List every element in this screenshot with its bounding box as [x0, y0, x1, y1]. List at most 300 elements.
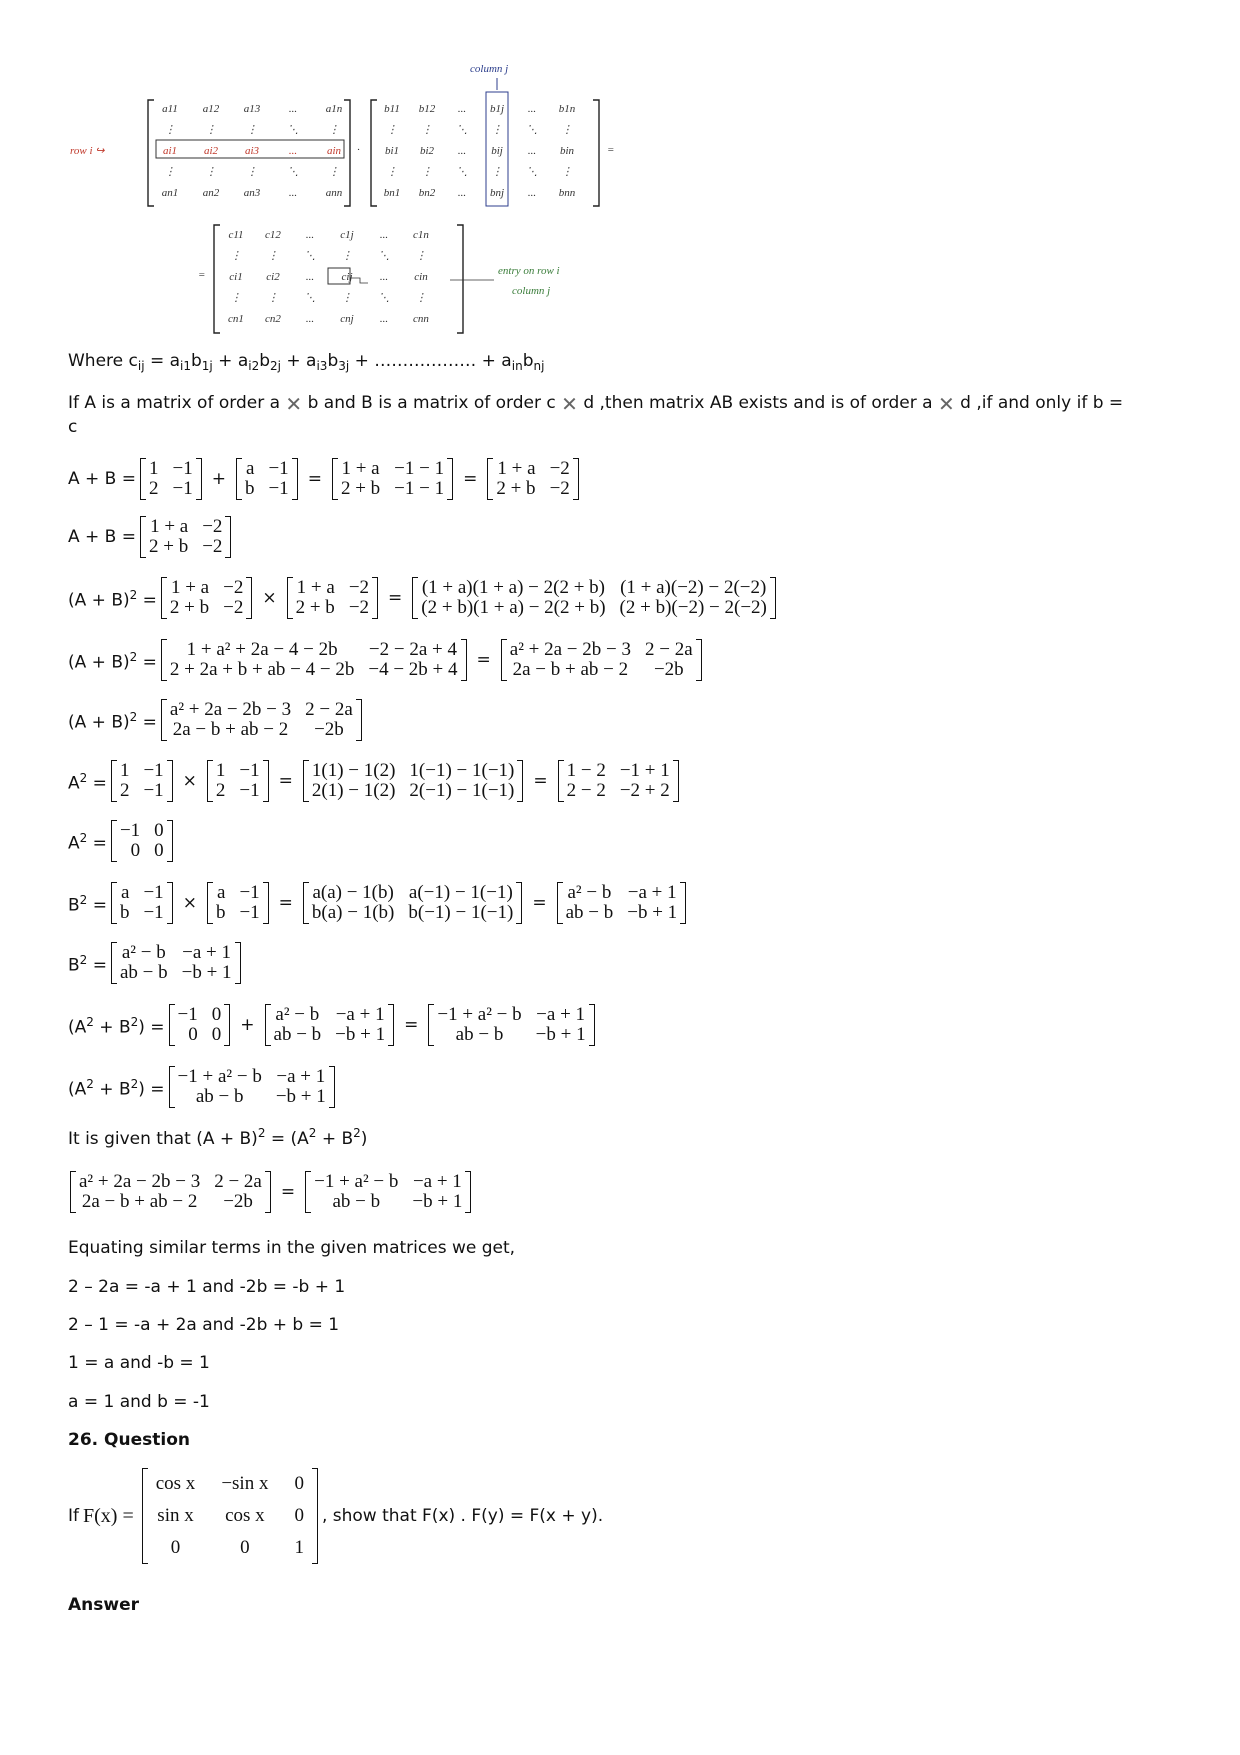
- matrix-cells: [76, 1171, 265, 1213]
- diagram-entry: ...: [457, 145, 467, 157]
- matrix-cell: 2: [119, 780, 130, 801]
- matrix-cells: [213, 882, 263, 924]
- operator: =: [404, 1015, 419, 1035]
- matrix-cell: 0: [130, 840, 141, 861]
- matrix-cell: b: [244, 478, 255, 499]
- matrix-cells: [167, 699, 356, 741]
- diagram-entry: an3: [243, 187, 261, 199]
- matrix-cell: −2b: [653, 659, 684, 680]
- matrix-cell: ab − b: [455, 1024, 504, 1045]
- question-suffix: , show that F(x) . F(y) = F(x + y).: [321, 1506, 604, 1526]
- matrix-cell: 1 + a: [170, 577, 210, 598]
- matrix-cell: ab − b: [119, 962, 168, 983]
- diagram-entry: ...: [379, 313, 389, 325]
- matrix-cells: [117, 760, 167, 802]
- matrix: [111, 760, 173, 802]
- diagram-entry: ...: [305, 229, 315, 241]
- equation-row: [68, 516, 235, 558]
- matrix-cell: 1(1) − 1(2): [311, 760, 396, 781]
- matrix-cell: a: [121, 882, 130, 903]
- matrix-cell: b(a) − 1(b): [311, 902, 395, 923]
- diagram-entry: ⋮: [205, 124, 217, 136]
- equation-label: $(A^2 + B^2)$ =: [68, 1077, 165, 1100]
- operator: =: [532, 893, 547, 913]
- matrix-cell: −1: [143, 760, 164, 781]
- diagram-entry: ⋮: [246, 124, 258, 136]
- matrix-cell: −1 + 1: [619, 760, 670, 781]
- given-text: It is given that (A + B): [68, 1129, 258, 1149]
- bracket-right: [225, 516, 231, 558]
- matrix-cell: a(−1) − 1(−1): [408, 882, 513, 903]
- matrix-cell: a² + 2a − 2b − 3: [169, 699, 292, 720]
- diagram-entry: ⋮: [230, 250, 242, 262]
- diagram-entry: an1: [161, 187, 179, 199]
- diagram-entry: ⋱: [287, 166, 299, 178]
- matrix-cell: −1: [177, 1004, 198, 1025]
- bracket-right: [696, 639, 702, 681]
- matrix: [287, 577, 378, 619]
- bracket-right: [235, 942, 241, 984]
- bracket-right: [196, 458, 202, 500]
- matrix-cell: 2: [149, 478, 159, 499]
- matrix-cell: 0: [154, 840, 164, 861]
- equation-label: A + B =: [68, 469, 136, 489]
- matrix-cells: [564, 760, 673, 802]
- diagram-entry: ⋮: [415, 250, 427, 262]
- matrix-cell: a² + 2a − 2b − 3: [509, 639, 631, 660]
- matrix-cell: −b + 1: [335, 1024, 386, 1045]
- diagram-entry: bij: [491, 145, 503, 157]
- matrix: [207, 760, 269, 802]
- diagram-entry: c11: [228, 229, 244, 241]
- bracket-right: [770, 577, 776, 619]
- matrix-cell: 2 + 2a + b + ab − 4 − 2b: [169, 659, 355, 680]
- operator: =: [280, 1182, 296, 1202]
- matrix-cell: 2 + b: [149, 536, 189, 557]
- diagram-entry: ...: [457, 103, 467, 115]
- matrix-cells: [175, 1004, 225, 1046]
- matrix-cell: −1: [268, 458, 289, 479]
- equation-row: [68, 882, 690, 924]
- matrix-cell: −2: [348, 577, 370, 598]
- matrix-cell: −2b: [314, 719, 344, 740]
- bracket-right: [167, 760, 173, 802]
- bracket-right: [573, 458, 579, 500]
- equation-label: $B^2$ =: [68, 953, 107, 976]
- matrix-cells: [563, 882, 681, 924]
- equation-label: $B^2$ =: [68, 893, 107, 916]
- matrix-a-entries: [162, 103, 343, 199]
- matrix-cell: 0: [154, 820, 164, 841]
- matrix-cell: 1: [215, 760, 226, 781]
- matrix-cells: [167, 577, 246, 619]
- matrix-cells: [271, 1004, 389, 1046]
- equation-row: [68, 458, 583, 500]
- matrix-cell: 2a − b + ab − 2: [81, 1191, 198, 1212]
- matrix-cell: 2: [215, 780, 226, 801]
- matrix: [169, 1004, 231, 1046]
- matrix-cell: −2: [549, 458, 570, 479]
- bracket-right: [224, 1004, 230, 1046]
- matrix-cells: [146, 516, 225, 558]
- matrix-cell: −a + 1: [276, 1066, 326, 1087]
- diagram-entry: cn1: [228, 313, 244, 325]
- entry-label-line2: column j: [512, 285, 551, 297]
- diagram-entry: a13: [243, 103, 261, 115]
- row-i-label: row i ↪: [70, 145, 105, 157]
- equation-line-4: a = 1 and b = -1: [68, 1392, 210, 1412]
- diagram-entry: ⋱: [456, 166, 468, 178]
- operator: =: [533, 771, 548, 791]
- diagram-entry: ⋮: [415, 292, 427, 304]
- matrix-cell: −1: [172, 458, 193, 479]
- diagram-entry: ⋮: [328, 166, 340, 178]
- diagram-entry: ai3: [244, 145, 260, 157]
- matrix-cell: −1: [239, 760, 260, 781]
- diagram-entry: bi2: [419, 145, 435, 157]
- diagram-entry: ⋱: [304, 292, 316, 304]
- matrix-cell: −sin x: [221, 1473, 269, 1494]
- operator: =: [476, 650, 491, 670]
- matrix-cell: 1 + a: [296, 577, 335, 598]
- diagram-entry: cnn: [413, 313, 429, 325]
- equation-line-3: 1 = a and -b = 1: [68, 1353, 210, 1373]
- diagram-entry: ⋱: [304, 250, 316, 262]
- diagram-entry: a11: [162, 103, 178, 115]
- diagram-entry: ⋮: [164, 124, 176, 136]
- matrix-cell: a(a) − 1(b): [312, 882, 394, 903]
- matrix-cell: −1: [239, 780, 260, 801]
- matrix-cell: (1 + a)(1 + a) − 2(2 + b): [421, 577, 606, 598]
- equation-line-1: 2 – 2a = -a + 1 and -2b = -b + 1: [68, 1277, 346, 1297]
- matrix-cell: 1 + a: [150, 516, 189, 537]
- order-text-1: If A is a matrix of order a: [68, 393, 281, 413]
- equals-sign-2: =: [198, 269, 206, 281]
- column-j-label: column j: [470, 63, 509, 75]
- bracket-right: [356, 699, 362, 741]
- matrix-cell: −a + 1: [182, 942, 232, 963]
- equation-label: $(A^2 + B^2)$ =: [68, 1015, 165, 1038]
- equation-row: [68, 820, 177, 862]
- function-label: F(x) =: [83, 1505, 134, 1527]
- matrix-b-entries: [384, 103, 576, 199]
- matrix: [140, 458, 202, 500]
- matrix-cell: a: [217, 882, 226, 903]
- diagram-entry: bnn: [558, 187, 576, 199]
- matrix: [111, 882, 173, 924]
- matrix-cell: 2a − b + ab − 2: [172, 719, 289, 740]
- diagram-entry: ain: [326, 145, 342, 157]
- matrix: [161, 699, 362, 741]
- equation-row: [68, 639, 706, 681]
- matrix-cell: −1: [268, 478, 289, 499]
- equation-row: [68, 1066, 339, 1108]
- matrix-c-entries: [228, 229, 429, 325]
- matrix-cells: [338, 458, 447, 500]
- matrix: [412, 577, 776, 619]
- bracket-right: [263, 760, 269, 802]
- matrix-cells: [309, 882, 516, 924]
- bracket-right: [329, 1066, 335, 1108]
- matrix-cell: 0: [240, 1537, 250, 1558]
- matrix: [169, 1066, 335, 1108]
- matrix-cell: 2 + b: [169, 597, 210, 618]
- operator: ×: [262, 588, 277, 608]
- matrix-cell: ab − b: [195, 1086, 244, 1107]
- matrix-cell: a: [246, 458, 255, 479]
- matrix-cell: 0: [211, 1024, 222, 1045]
- equals-sign-1: =: [607, 144, 615, 156]
- equation-label: $A^2$ =: [68, 831, 107, 854]
- matrix-cell: −2: [202, 516, 223, 537]
- matrix-cell: −a + 1: [335, 1004, 385, 1025]
- equation-label: A + B =: [68, 527, 136, 547]
- diagram-entry: ...: [457, 187, 467, 199]
- order-paragraph-end: c: [68, 417, 78, 437]
- diagram-entry: cij: [341, 271, 353, 283]
- diagram-entry: bnj: [489, 187, 505, 199]
- equation-row: [68, 577, 780, 619]
- matrix: [111, 942, 241, 984]
- matrix: [305, 1171, 471, 1213]
- diagram-entry: b1n: [558, 103, 576, 115]
- matrix-cell: −2: [223, 577, 244, 598]
- matrix-cell: a² + 2a − 2b − 3: [79, 1171, 201, 1192]
- matrix-cells: [493, 458, 572, 500]
- matrix-cells: [175, 1066, 329, 1108]
- operator: ×: [182, 893, 197, 913]
- diagram-entry: ⋮: [267, 292, 279, 304]
- bracket-right: [461, 639, 467, 681]
- matrix-cell: 1: [294, 1537, 304, 1558]
- bracket-right: [447, 458, 453, 500]
- diagram-entry: ⋮: [386, 124, 398, 136]
- matrix-cell: −b + 1: [627, 902, 678, 923]
- matrix: [558, 760, 679, 802]
- matrix-cell: −2: [549, 478, 570, 499]
- equation-row: [68, 760, 683, 802]
- given-line: It is given that $(A + B)^2 = (A^2 + B^2)$: [68, 1126, 368, 1149]
- matrix-cell: a² − b: [275, 1004, 320, 1025]
- diagram-entry: ai2: [203, 145, 219, 157]
- matrix-cell: −1 + a² − b: [177, 1066, 262, 1087]
- matrix: [332, 458, 453, 500]
- matrix-cell: −2 + 2: [619, 780, 670, 801]
- bracket-right: [465, 1171, 471, 1213]
- matrix-cell: ab − b: [332, 1191, 381, 1212]
- equation-label: $A^2$ =: [68, 771, 107, 794]
- matrix-cells: [507, 639, 696, 681]
- diagram-entry: bin: [559, 145, 575, 157]
- matrix-cells: [309, 760, 518, 802]
- matrix-cell: sin x: [157, 1505, 194, 1526]
- entry-label-line1: entry on row i: [498, 265, 560, 277]
- matrix-cell: 0: [294, 1473, 304, 1494]
- diagram-entry: ⋮: [246, 166, 258, 178]
- matrix-cell: a² − b: [121, 942, 166, 963]
- diagram-entry: ⋮: [561, 124, 573, 136]
- matrix-cells: [167, 639, 461, 681]
- matrix-cell: cos x: [155, 1473, 196, 1494]
- diagram-entry: ...: [288, 187, 298, 199]
- matrix-cell: 1(−1) − 1(−1): [409, 760, 515, 781]
- bracket-right: [673, 760, 679, 802]
- diagram-entry: ⋮: [341, 250, 353, 262]
- operator: ×: [182, 771, 197, 791]
- matrix-cells: [418, 577, 770, 619]
- bracket-right: [312, 1468, 318, 1564]
- bracket-right: [372, 577, 378, 619]
- order-paragraph: [68, 392, 1123, 415]
- diagram-entry: ...: [305, 313, 315, 325]
- diagram-entry: ⋱: [526, 124, 538, 136]
- diagram-entry: b11: [384, 103, 400, 115]
- matrix-cell: −1: [239, 902, 260, 923]
- matrix-cell: (2 + b)(1 + a) − 2(2 + b): [421, 597, 606, 618]
- equation-row: [68, 1004, 599, 1046]
- operator: =: [307, 469, 322, 489]
- answer-heading: Answer: [68, 1595, 139, 1615]
- matrix: [142, 1468, 318, 1564]
- operator: =: [463, 469, 478, 489]
- matrix-cell: 1: [149, 458, 159, 479]
- matrix-cell: b: [119, 902, 130, 923]
- bracket-right: [246, 577, 252, 619]
- matrix-cell: 0: [294, 1505, 304, 1526]
- matrix: [265, 1004, 395, 1046]
- diagram-entry: cn2: [265, 313, 281, 325]
- where-tail: + ……………… + a: [354, 351, 512, 371]
- operator: +: [240, 1015, 255, 1035]
- diagram-entry: ⋮: [267, 250, 279, 262]
- operator: =: [388, 588, 403, 608]
- matrix-cell: (2 + b)(−2) − 2(−2): [619, 597, 767, 618]
- diagram-entry: ⋮: [205, 166, 217, 178]
- matrix: [303, 760, 524, 802]
- matrix: [70, 1171, 271, 1213]
- order-text-4: d ,if and only if b =: [960, 393, 1124, 413]
- matrix-cell: −a + 1: [536, 1004, 586, 1025]
- matrix-cell: −b + 1: [181, 962, 232, 983]
- matrix: [111, 820, 173, 862]
- equation-row: [66, 1171, 475, 1213]
- diagram-entry: ai1: [162, 145, 178, 157]
- equation-label: $(A + B)^2$ =: [68, 588, 157, 611]
- matrix: [428, 1004, 594, 1046]
- matrix-cell: 2 − 2: [566, 780, 606, 801]
- matrix-cell: −1 − 1: [394, 478, 445, 499]
- diagram-entry: c12: [265, 229, 281, 241]
- diagram-entry: ⋱: [287, 124, 299, 136]
- matrix-cells: [117, 882, 167, 924]
- diagram-entry: ...: [527, 103, 537, 115]
- matrix-cell: ab − b: [565, 902, 614, 923]
- matrix-cell: −1: [239, 882, 260, 903]
- question-prefix: If: [68, 1506, 79, 1526]
- matrix-cell: 2(1) − 1(2): [311, 780, 396, 801]
- matrix-cell: 2(−1) − 1(−1): [409, 780, 515, 801]
- equation-label: $(A + B)^2$ =: [68, 650, 157, 673]
- matrix-cell: ab − b: [273, 1024, 322, 1045]
- matrix-cells: [311, 1171, 465, 1213]
- diagram-entry: ...: [379, 271, 389, 283]
- diagram-entry: ⋮: [491, 124, 503, 136]
- bracket-right: [516, 882, 522, 924]
- diagram-entry: ⋮: [491, 166, 503, 178]
- matrix-cells: [242, 458, 292, 500]
- bracket-right: [265, 1171, 271, 1213]
- matrix: [161, 577, 252, 619]
- matrix-cells: [117, 820, 167, 862]
- matrix-cell: −1 + a² − b: [437, 1004, 522, 1025]
- diagram-entry: ⋱: [378, 292, 390, 304]
- matrix-cell: 1: [119, 760, 130, 781]
- diagram-entry: ⋮: [328, 124, 340, 136]
- bracket-right: [292, 458, 298, 500]
- diagram-entry: a12: [202, 103, 220, 115]
- matrix-cell: 1 + a: [497, 458, 536, 479]
- diagram-entry: ci1: [229, 271, 243, 283]
- matrix-cell: 2 + b: [496, 478, 536, 499]
- matrix-cell: −2: [223, 597, 244, 618]
- equation-row: [68, 942, 245, 984]
- bracket-right: [167, 882, 173, 924]
- diagram-entry: ...: [527, 187, 537, 199]
- equation-label: $(A + B)^2$ =: [68, 710, 157, 733]
- diagram-entry: ⋮: [561, 166, 573, 178]
- diagram-entry: ...: [379, 229, 389, 241]
- matrix: [236, 458, 298, 500]
- matrix-cell: −b + 1: [535, 1024, 586, 1045]
- matrix-cell: 1 + a² + 2a − 4 − 2b: [186, 639, 338, 660]
- matrix-cells: [148, 1468, 312, 1564]
- matrix-cell: −2 − 2a + 4: [368, 639, 457, 660]
- diagram-entry: ci2: [266, 271, 280, 283]
- matrix-cell: −1: [172, 478, 193, 499]
- equation-row: [68, 699, 366, 741]
- dot-operator: ·: [357, 144, 360, 156]
- diagram-entry: ⋮: [341, 292, 353, 304]
- matrix-cell: 2 − 2a: [644, 639, 693, 660]
- diagram-entry: ⋮: [386, 166, 398, 178]
- diagram-entry: ⋱: [526, 166, 538, 178]
- matrix-cell: −1 − 1: [394, 458, 445, 479]
- matrix-cell: −b + 1: [275, 1086, 326, 1107]
- matrix-cells: [293, 577, 372, 619]
- matrix: [501, 639, 702, 681]
- diagram-entry: ...: [288, 145, 298, 157]
- matrix-cell: a² − b: [567, 882, 612, 903]
- diagram-entry: ⋮: [230, 292, 242, 304]
- bracket-right: [589, 1004, 595, 1046]
- matrix-cell: 0: [188, 1024, 198, 1045]
- matrix: [161, 639, 467, 681]
- matrix-cell: 2 − 2a: [214, 1171, 262, 1192]
- equation-line-2: 2 – 1 = -a + 2a and -2b + b = 1: [68, 1315, 340, 1335]
- diagram-entry: ⋮: [164, 166, 176, 178]
- cross-icon: ✕: [561, 392, 578, 416]
- diagram-entry: ...: [527, 145, 537, 157]
- diagram-entry: ⋮: [421, 166, 433, 178]
- matrix-cell: 1 + a: [341, 458, 380, 479]
- matrix-cell: b: [215, 902, 226, 923]
- matrix: [557, 882, 687, 924]
- bracket-right: [680, 882, 686, 924]
- matrix-cells: [434, 1004, 588, 1046]
- diagram-entry: ⋱: [378, 250, 390, 262]
- diagram-entry: a1n: [325, 103, 343, 115]
- diagram-entry: cnj: [340, 313, 354, 325]
